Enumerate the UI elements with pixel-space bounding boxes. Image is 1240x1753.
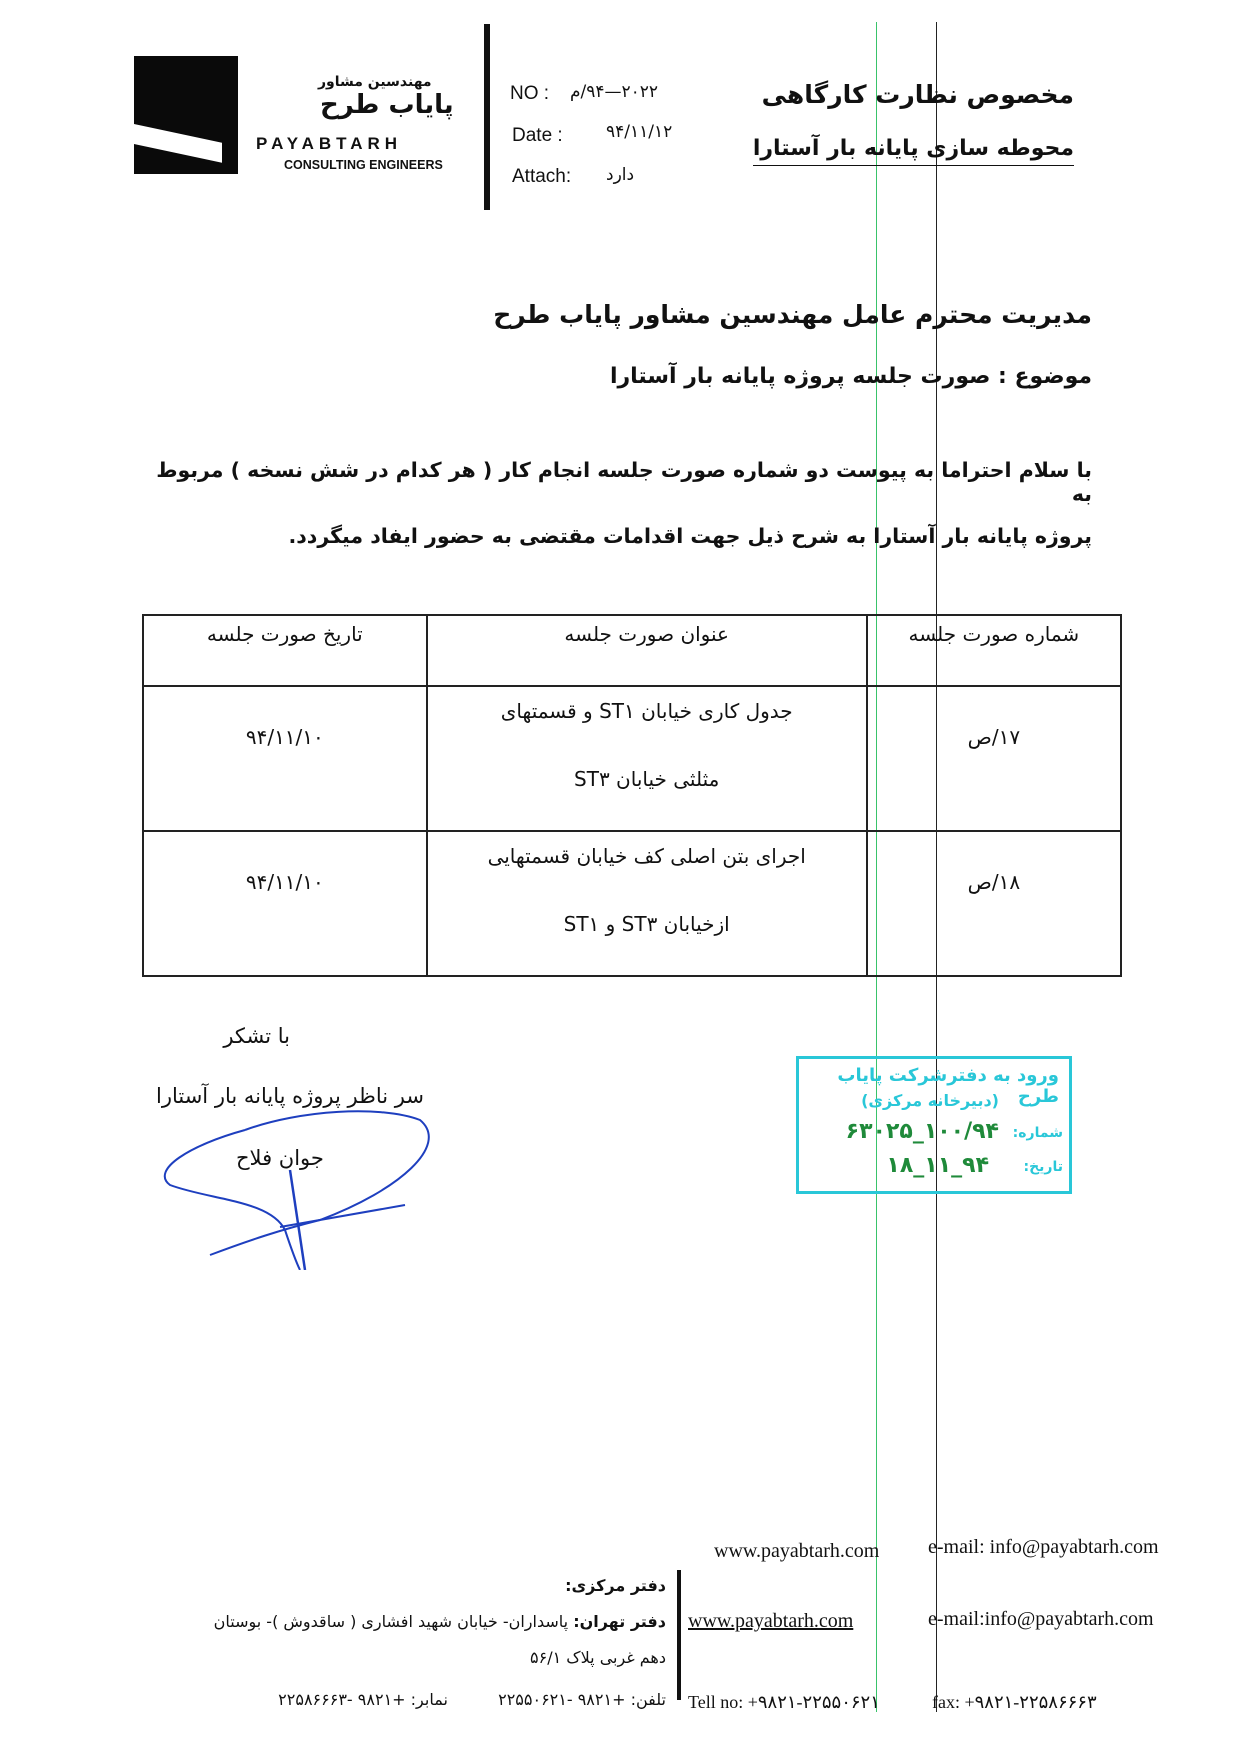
date-value: ۹۴/۱۱/۱۲	[606, 122, 673, 142]
row-title-line-2: مثلثی خیابان ST۳	[574, 767, 720, 791]
body-line-1: با سلام احتراما به پیوست دو شماره صورت جلسه انجام کار ( هر کدام در شش نسخه ) مربوط به	[156, 458, 1092, 506]
row-title-line-2: ازخیابان ST۳ و ST۱	[563, 912, 730, 936]
footer-phone-fa-label: تلفن:	[630, 1690, 666, 1709]
addressee: مدیریت محترم عامل مهندسین مشاور پایاب طرح	[493, 300, 1092, 329]
minutes-table	[142, 614, 1122, 977]
row-date: ۹۴/۱۱/۱۰	[245, 725, 324, 749]
logo-en-subtitle: CONSULTING ENGINEERS	[284, 158, 443, 172]
footer-website[interactable]: www.payabtarh.com	[688, 1610, 854, 1632]
footer-fax-en: fax: +۹۸۲۱-۲۲۵۸۶۶۶۳	[932, 1692, 1097, 1712]
footer-tehran-label: دفتر تهران:	[573, 1612, 666, 1631]
no-value: ۲۰۲۲—۹۴/م	[570, 82, 659, 102]
footer-central-office: دفتر مرکزی:	[565, 1576, 666, 1595]
footer-tehran-address-1: پاسداران- خیابان شهید افشاری ( ساقدوش )- بوستان	[213, 1612, 569, 1631]
footer-email-top[interactable]: e-mail: info@payabtarh.com	[928, 1536, 1159, 1558]
header-subtitle: محوطه سازی پایانه بار آستارا	[753, 136, 1074, 166]
company-logo-mark	[134, 56, 238, 174]
row-number-cell	[867, 686, 1121, 831]
closing-thanks: با تشکر	[223, 1024, 290, 1048]
footer-tehran-address-2: دهم غربی پلاک ۵۶/۱	[530, 1648, 666, 1667]
header-title: مخصوص نظارت کارگاهی	[761, 80, 1074, 109]
row-date-cell	[143, 686, 427, 831]
row-title-cell	[427, 686, 867, 831]
body-line-2: پروژه پایانه بار آستارا به شرح ذیل جهت اقدامات مقتضی به حضور ایفاد میگردد.	[288, 524, 1092, 548]
footer-website-top[interactable]: www.payabtarh.com	[714, 1540, 880, 1562]
logo-en-name: PAYABTARH	[256, 134, 403, 153]
attach-value: دارد	[606, 165, 635, 185]
footer-fax-fa-value: +۹۸۲۱ -۲۲۵۸۶۶۶۳	[278, 1690, 406, 1709]
signature-scribble	[150, 1100, 470, 1270]
table-row	[143, 686, 1121, 831]
footer-phone-fa-value: +۹۸۲۱ -۲۲۵۵۰۶۲۱	[498, 1690, 626, 1709]
stamp-number-label: شماره:	[1012, 1125, 1063, 1141]
col-header-title: عنوان صورت جلسه	[427, 615, 867, 686]
footer-email[interactable]: e-mail:info@payabtarh.com	[928, 1608, 1154, 1630]
signer-name: جوان فلاح	[236, 1146, 324, 1170]
logo-fa-small: مهندسین مشاور	[318, 74, 432, 90]
footer-divider	[677, 1570, 681, 1700]
footer-phones-fa	[278, 1690, 666, 1709]
logo-fa-name: پایاب طرح	[320, 90, 454, 120]
col-header-number: شماره صورت جلسه	[867, 615, 1121, 686]
table-row	[143, 831, 1121, 976]
attach-label: Attach:	[512, 166, 572, 187]
table-header-row	[143, 615, 1121, 686]
stamp-number-value: ۱۰۰/۹۴_۶۳۰۲۵	[845, 1119, 999, 1144]
date-label: Date :	[512, 125, 563, 146]
row-date-cell	[143, 831, 427, 976]
stamp-title: ورود به دفترشرکت پایاب طرح	[837, 1065, 1059, 1107]
footer-tehran-address	[214, 1612, 666, 1631]
signer-title: سر ناظر پروژه پایانه بار آستارا	[156, 1084, 424, 1108]
subject: موضوع : صورت جلسه پروژه پایانه بار آستارا	[609, 364, 1092, 389]
row-number: ۱۷/ص	[967, 725, 1021, 749]
row-title-cell	[427, 831, 867, 976]
row-number: ۱۸/ص	[967, 870, 1021, 894]
footer-tel-en: Tell no: +۹۸۲۱-۲۲۵۵۰۶۲۱	[688, 1692, 880, 1712]
stamp-date-label: تاریخ:	[1023, 1159, 1063, 1175]
row-date: ۹۴/۱۱/۱۰	[245, 870, 324, 894]
footer-fax-fa-label: نمابر:	[410, 1690, 448, 1709]
row-number-cell	[867, 831, 1121, 976]
stamp-date-value: ۹۴_۱۱_۱۸	[886, 1153, 989, 1178]
stamp-subtitle: (دبیرخانه مرکزی)	[861, 1091, 999, 1110]
col-header-date: تاریخ صورت جلسه	[143, 615, 427, 686]
row-title-line-1: جدول کاری خیابان ST۱ و قسمتهای	[500, 699, 793, 723]
no-label: NO :	[510, 83, 550, 104]
row-title-line-1: اجرای بتن اصلی کف خیابان قسمتهایی	[487, 844, 806, 868]
receipt-stamp	[796, 1056, 1072, 1194]
header-divider	[484, 24, 490, 210]
